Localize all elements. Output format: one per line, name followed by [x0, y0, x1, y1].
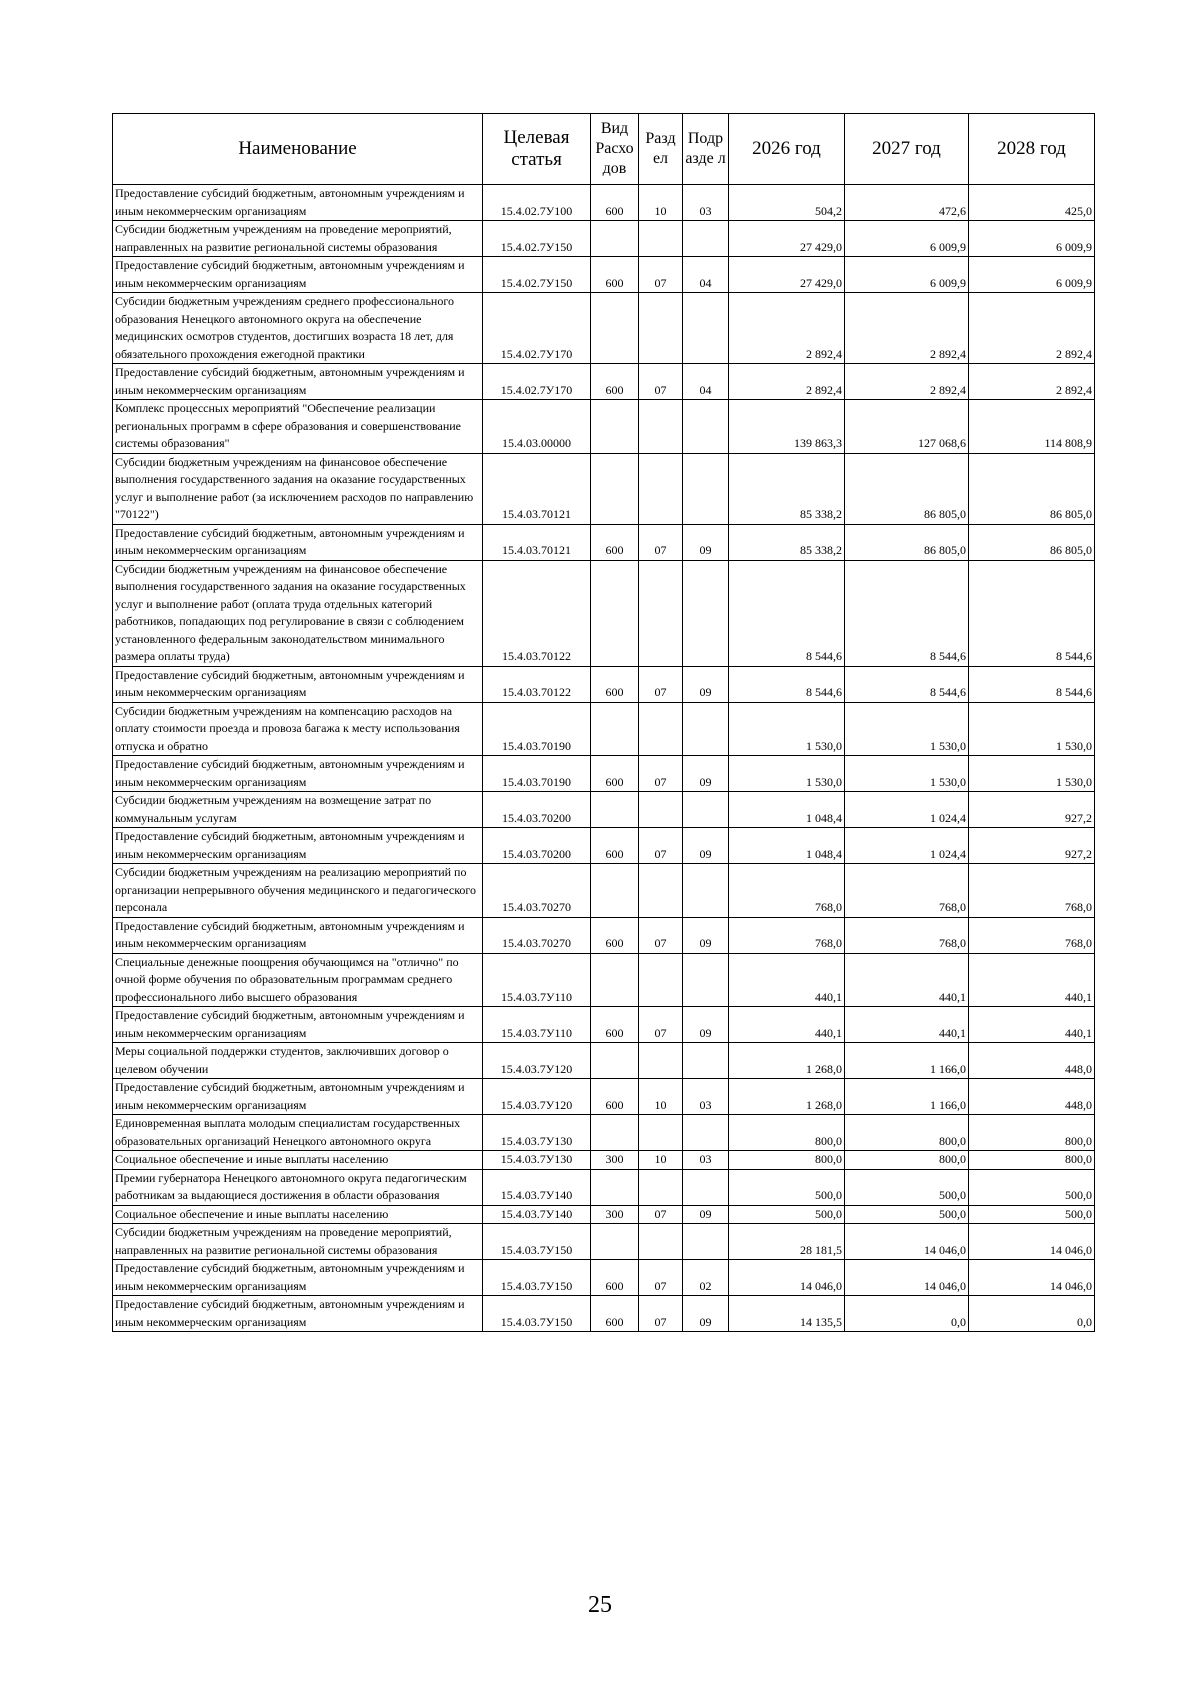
table-row: [113, 221, 1095, 257]
row-value-2026: 8 544,6: [729, 666, 845, 702]
row-value-2028: 114 808,9: [969, 400, 1095, 454]
row-subsection: 09: [683, 1205, 729, 1224]
row-section: 07: [639, 666, 683, 702]
row-value-2028: 500,0: [969, 1169, 1095, 1205]
row-value-2027: 1 024,4: [845, 792, 969, 828]
row-name: Предоставление субсидий бюджетным, автономным учреждениям и иным некоммерческим организациям: [113, 1260, 483, 1296]
row-expense-type: [591, 400, 639, 454]
row-subsection: 09: [683, 666, 729, 702]
row-value-2026: 504,2: [729, 185, 845, 221]
row-expense-type: 600: [591, 524, 639, 560]
row-expense-type: 600: [591, 1260, 639, 1296]
row-subsection: [683, 953, 729, 1007]
header-name: Наименование: [113, 114, 483, 185]
row-value-2027: 8 544,6: [845, 666, 969, 702]
row-name: Предоставление субсидий бюджетным, автономным учреждениям и иным некоммерческим организациям: [113, 917, 483, 953]
row-value-2027: 6 009,9: [845, 257, 969, 293]
row-expense-type: 600: [591, 666, 639, 702]
row-subsection: 09: [683, 1007, 729, 1043]
row-expense-type: 600: [591, 185, 639, 221]
row-target-code: 15.4.03.7У140: [483, 1205, 591, 1224]
row-name: Предоставление субсидий бюджетным, автономным учреждениям и иным некоммерческим организациям: [113, 828, 483, 864]
table-row: [113, 1169, 1095, 1205]
row-value-2026: 440,1: [729, 1007, 845, 1043]
row-name: Субсидии бюджетным учреждениям на реализацию мероприятий по организации непрерывного обучения медицинского и педагогического персонала: [113, 864, 483, 918]
row-name: Комплекс процессных мероприятий "Обеспечение реализации региональных программ в сфере образования и совершенствование системы образования": [113, 400, 483, 454]
row-value-2028: 0,0: [969, 1296, 1095, 1332]
table-row: [113, 917, 1095, 953]
row-value-2027: 2 892,4: [845, 293, 969, 364]
row-value-2026: 1 530,0: [729, 702, 845, 756]
row-target-code: 15.4.03.70190: [483, 702, 591, 756]
row-value-2026: 14 046,0: [729, 1260, 845, 1296]
row-expense-type: [591, 453, 639, 524]
row-value-2026: 800,0: [729, 1151, 845, 1170]
row-value-2026: 1 048,4: [729, 828, 845, 864]
row-name: Субсидии бюджетным учреждениям среднего профессионального образования Ненецкого автономного округа на обеспечение медицинских осмотров студентов, достигших возраста 18 лет, для обязательного прохождения ежегодной практики: [113, 293, 483, 364]
row-value-2027: 1 530,0: [845, 756, 969, 792]
row-value-2028: 440,1: [969, 1007, 1095, 1043]
row-section: 07: [639, 1296, 683, 1332]
row-value-2026: 2 892,4: [729, 364, 845, 400]
row-subsection: [683, 221, 729, 257]
row-section: 07: [639, 364, 683, 400]
row-name: Предоставление субсидий бюджетным, автономным учреждениям и иным некоммерческим организациям: [113, 1296, 483, 1332]
row-section: [639, 1115, 683, 1151]
row-value-2028: 6 009,9: [969, 221, 1095, 257]
row-subsection: 03: [683, 1079, 729, 1115]
row-value-2028: 6 009,9: [969, 257, 1095, 293]
row-value-2027: 0,0: [845, 1296, 969, 1332]
table-row: [113, 1296, 1095, 1332]
row-value-2027: 1 166,0: [845, 1043, 969, 1079]
row-value-2028: 14 046,0: [969, 1224, 1095, 1260]
row-section: 07: [639, 1260, 683, 1296]
row-section: 07: [639, 756, 683, 792]
row-value-2028: 448,0: [969, 1079, 1095, 1115]
row-section: 07: [639, 1007, 683, 1043]
row-target-code: 15.4.02.7У170: [483, 364, 591, 400]
row-subsection: 03: [683, 185, 729, 221]
row-name: Предоставление субсидий бюджетным, автономным учреждениям и иным некоммерческим организациям: [113, 185, 483, 221]
row-value-2026: 768,0: [729, 917, 845, 953]
row-expense-type: 600: [591, 1296, 639, 1332]
row-value-2026: 500,0: [729, 1205, 845, 1224]
row-subsection: 04: [683, 257, 729, 293]
row-value-2028: 768,0: [969, 917, 1095, 953]
row-value-2026: 27 429,0: [729, 257, 845, 293]
row-section: [639, 1224, 683, 1260]
row-section: [639, 293, 683, 364]
row-subsection: [683, 400, 729, 454]
budget-table: [112, 113, 1095, 1332]
row-expense-type: 600: [591, 828, 639, 864]
row-value-2028: 927,2: [969, 828, 1095, 864]
row-expense-type: [591, 560, 639, 666]
row-value-2026: 1 048,4: [729, 792, 845, 828]
row-subsection: 03: [683, 1151, 729, 1170]
table-row: [113, 1205, 1095, 1224]
row-name: Социальное обеспечение и иные выплаты населению: [113, 1151, 483, 1170]
row-expense-type: 600: [591, 917, 639, 953]
row-value-2027: 440,1: [845, 1007, 969, 1043]
header-row: [113, 114, 1095, 185]
row-subsection: 04: [683, 364, 729, 400]
row-name: Социальное обеспечение и иные выплаты населению: [113, 1205, 483, 1224]
row-value-2026: 768,0: [729, 864, 845, 918]
row-value-2026: 800,0: [729, 1115, 845, 1151]
row-name: Меры социальной поддержки студентов, заключивших договор о целевом обучении: [113, 1043, 483, 1079]
row-value-2027: 800,0: [845, 1151, 969, 1170]
row-expense-type: [591, 792, 639, 828]
row-target-code: 15.4.03.70270: [483, 917, 591, 953]
row-value-2028: 2 892,4: [969, 293, 1095, 364]
table-body: [113, 185, 1095, 1332]
header-subsection: Подр азде л: [683, 114, 729, 185]
row-name: Предоставление субсидий бюджетным, автономным учреждениям и иным некоммерческим организациям: [113, 666, 483, 702]
row-value-2026: 28 181,5: [729, 1224, 845, 1260]
row-subsection: 09: [683, 756, 729, 792]
row-target-code: 15.4.03.70200: [483, 828, 591, 864]
header-2026: 2026 год: [729, 114, 845, 185]
table-row: [113, 1151, 1095, 1170]
header-section: Разд ел: [639, 114, 683, 185]
row-name: Предоставление субсидий бюджетным, автономным учреждениям и иным некоммерческим организациям: [113, 364, 483, 400]
row-value-2026: 1 530,0: [729, 756, 845, 792]
row-section: 10: [639, 1079, 683, 1115]
row-target-code: 15.4.03.70270: [483, 864, 591, 918]
row-section: [639, 400, 683, 454]
row-value-2028: 86 805,0: [969, 524, 1095, 560]
row-value-2027: 14 046,0: [845, 1260, 969, 1296]
row-value-2028: 500,0: [969, 1205, 1095, 1224]
row-value-2026: 1 268,0: [729, 1079, 845, 1115]
row-section: 07: [639, 917, 683, 953]
row-expense-type: 600: [591, 756, 639, 792]
table-row: [113, 524, 1095, 560]
row-target-code: 15.4.03.70200: [483, 792, 591, 828]
row-expense-type: 600: [591, 257, 639, 293]
row-target-code: 15.4.03.7У120: [483, 1079, 591, 1115]
table-row: [113, 1260, 1095, 1296]
row-value-2027: 1 530,0: [845, 702, 969, 756]
row-name: Премии губернатора Ненецкого автономного округа педагогическим работникам за выдающиеся достижения в области образования: [113, 1169, 483, 1205]
row-value-2026: 2 892,4: [729, 293, 845, 364]
row-expense-type: [591, 953, 639, 1007]
row-section: [639, 792, 683, 828]
row-name: Субсидии бюджетным учреждениям на проведение мероприятий, направленных на развитие региональной системы образования: [113, 1224, 483, 1260]
row-value-2026: 1 268,0: [729, 1043, 845, 1079]
row-target-code: 15.4.03.70121: [483, 524, 591, 560]
row-value-2027: 14 046,0: [845, 1224, 969, 1260]
row-name: Субсидии бюджетным учреждениям на финансовое обеспечение выполнения государственного задания на оказание государственных услуг и выполнение работ (за исключением расходов по направлению "70122"): [113, 453, 483, 524]
row-subsection: [683, 453, 729, 524]
row-expense-type: 300: [591, 1205, 639, 1224]
row-target-code: 15.4.03.70122: [483, 666, 591, 702]
page-number: 25: [588, 1592, 612, 1618]
table-row: [113, 1224, 1095, 1260]
row-value-2027: 440,1: [845, 953, 969, 1007]
row-name: Субсидии бюджетным учреждениям на финансовое обеспечение выполнения государственного задания на оказание государственных услуг и выполнение работ (оплата труда отдельных категорий работников, попадающих под регулирование в связи с соблюдением установленного федеральным законодательством минимального размера оплаты труда): [113, 560, 483, 666]
row-value-2027: 768,0: [845, 917, 969, 953]
row-value-2027: 1 166,0: [845, 1079, 969, 1115]
header-target: Целевая статья: [483, 114, 591, 185]
row-name: Субсидии бюджетным учреждениям на компенсацию расходов на оплату стоимости проезда и провоза багажа к месту использования отпуска и обратно: [113, 702, 483, 756]
row-value-2028: 1 530,0: [969, 756, 1095, 792]
row-value-2026: 440,1: [729, 953, 845, 1007]
row-subsection: [683, 1224, 729, 1260]
table-row: [113, 666, 1095, 702]
row-subsection: [683, 293, 729, 364]
row-value-2028: 425,0: [969, 185, 1095, 221]
row-section: [639, 702, 683, 756]
row-expense-type: [591, 1169, 639, 1205]
row-target-code: 15.4.02.7У150: [483, 257, 591, 293]
table-row: [113, 864, 1095, 918]
row-value-2028: 2 892,4: [969, 364, 1095, 400]
table-row: [113, 400, 1095, 454]
row-value-2026: 139 863,3: [729, 400, 845, 454]
row-target-code: 15.4.03.7У130: [483, 1115, 591, 1151]
row-value-2026: 500,0: [729, 1169, 845, 1205]
table-row: [113, 1043, 1095, 1079]
table-row: [113, 1079, 1095, 1115]
row-value-2027: 86 805,0: [845, 524, 969, 560]
row-value-2028: 800,0: [969, 1115, 1095, 1151]
row-value-2028: 927,2: [969, 792, 1095, 828]
row-section: 07: [639, 524, 683, 560]
row-value-2028: 86 805,0: [969, 453, 1095, 524]
row-name: Единовременная выплата молодым специалистам государственных образовательных организаций Ненецкого автономного округа: [113, 1115, 483, 1151]
row-value-2027: 800,0: [845, 1115, 969, 1151]
row-value-2027: 500,0: [845, 1205, 969, 1224]
row-target-code: 15.4.02.7У100: [483, 185, 591, 221]
row-name: Субсидии бюджетным учреждениям на проведение мероприятий, направленных на развитие региональной системы образования: [113, 221, 483, 257]
header-expense-type: Вид Расхо дов: [591, 114, 639, 185]
row-expense-type: 600: [591, 1007, 639, 1043]
row-expense-type: 300: [591, 1151, 639, 1170]
row-expense-type: 600: [591, 1079, 639, 1115]
row-section: [639, 221, 683, 257]
row-section: [639, 1043, 683, 1079]
row-value-2027: 472,6: [845, 185, 969, 221]
row-section: [639, 953, 683, 1007]
row-subsection: 09: [683, 828, 729, 864]
header-2028: 2028 год: [969, 114, 1095, 185]
table-row: [113, 1115, 1095, 1151]
row-value-2027: 768,0: [845, 864, 969, 918]
row-value-2026: 14 135,5: [729, 1296, 845, 1332]
table-row: [113, 185, 1095, 221]
row-target-code: 15.4.03.7У130: [483, 1151, 591, 1170]
row-subsection: [683, 864, 729, 918]
row-section: [639, 560, 683, 666]
table-row: [113, 293, 1095, 364]
row-name: Предоставление субсидий бюджетным, автономным учреждениям и иным некоммерческим организациям: [113, 756, 483, 792]
row-name: Предоставление субсидий бюджетным, автономным учреждениям и иным некоммерческим организациям: [113, 257, 483, 293]
row-subsection: [683, 792, 729, 828]
table-row: [113, 364, 1095, 400]
row-section: 10: [639, 1151, 683, 1170]
row-section: 10: [639, 185, 683, 221]
row-value-2027: 8 544,6: [845, 560, 969, 666]
row-target-code: 15.4.03.7У140: [483, 1169, 591, 1205]
row-expense-type: [591, 221, 639, 257]
row-subsection: [683, 1115, 729, 1151]
row-subsection: 02: [683, 1260, 729, 1296]
table-row: [113, 1007, 1095, 1043]
row-subsection: [683, 1043, 729, 1079]
table-row: [113, 702, 1095, 756]
row-value-2028: 440,1: [969, 953, 1095, 1007]
row-value-2027: 127 068,6: [845, 400, 969, 454]
table-row: [113, 560, 1095, 666]
row-value-2027: 1 024,4: [845, 828, 969, 864]
row-expense-type: [591, 1115, 639, 1151]
row-subsection: 09: [683, 524, 729, 560]
row-section: [639, 1169, 683, 1205]
row-value-2028: 448,0: [969, 1043, 1095, 1079]
row-subsection: 09: [683, 917, 729, 953]
row-section: 07: [639, 828, 683, 864]
row-expense-type: [591, 864, 639, 918]
row-expense-type: [591, 293, 639, 364]
row-name: Субсидии бюджетным учреждениям на возмещение затрат по коммунальным услугам: [113, 792, 483, 828]
row-value-2027: 500,0: [845, 1169, 969, 1205]
row-section: [639, 864, 683, 918]
table-row: [113, 453, 1095, 524]
row-name: Предоставление субсидий бюджетным, автономным учреждениям и иным некоммерческим организациям: [113, 524, 483, 560]
row-target-code: 15.4.03.7У150: [483, 1224, 591, 1260]
row-target-code: 15.4.03.70190: [483, 756, 591, 792]
row-target-code: 15.4.03.7У110: [483, 1007, 591, 1043]
row-subsection: [683, 1169, 729, 1205]
table-row: [113, 792, 1095, 828]
row-value-2028: 768,0: [969, 864, 1095, 918]
row-expense-type: [591, 702, 639, 756]
row-name: Предоставление субсидий бюджетным, автономным учреждениям и иным некоммерческим организациям: [113, 1079, 483, 1115]
row-value-2028: 1 530,0: [969, 702, 1095, 756]
row-expense-type: 600: [591, 364, 639, 400]
row-target-code: 15.4.02.7У170: [483, 293, 591, 364]
row-target-code: 15.4.02.7У150: [483, 221, 591, 257]
row-value-2026: 85 338,2: [729, 453, 845, 524]
header-2027: 2027 год: [845, 114, 969, 185]
row-value-2028: 14 046,0: [969, 1260, 1095, 1296]
row-value-2027: 86 805,0: [845, 453, 969, 524]
row-target-code: 15.4.03.7У150: [483, 1296, 591, 1332]
row-value-2027: 6 009,9: [845, 221, 969, 257]
row-value-2027: 2 892,4: [845, 364, 969, 400]
row-value-2026: 8 544,6: [729, 560, 845, 666]
row-name: Предоставление субсидий бюджетным, автономным учреждениям и иным некоммерческим организациям: [113, 1007, 483, 1043]
row-target-code: 15.4.03.7У110: [483, 953, 591, 1007]
table-row: [113, 257, 1095, 293]
row-section: 07: [639, 1205, 683, 1224]
row-target-code: 15.4.03.70121: [483, 453, 591, 524]
row-target-code: 15.4.03.00000: [483, 400, 591, 454]
row-section: [639, 453, 683, 524]
table-row: [113, 756, 1095, 792]
row-subsection: 09: [683, 1296, 729, 1332]
table-row: [113, 828, 1095, 864]
row-name: Специальные денежные поощрения обучающимся на "отлично" по очной форме обучения по образовательным программам среднего профессионального либо высшего образования: [113, 953, 483, 1007]
row-section: 07: [639, 257, 683, 293]
row-expense-type: [591, 1224, 639, 1260]
row-target-code: 15.4.03.7У150: [483, 1260, 591, 1296]
row-subsection: [683, 702, 729, 756]
row-expense-type: [591, 1043, 639, 1079]
row-target-code: 15.4.03.70122: [483, 560, 591, 666]
table-row: [113, 953, 1095, 1007]
row-value-2028: 800,0: [969, 1151, 1095, 1170]
row-subsection: [683, 560, 729, 666]
row-target-code: 15.4.03.7У120: [483, 1043, 591, 1079]
row-value-2026: 27 429,0: [729, 221, 845, 257]
row-value-2028: 8 544,6: [969, 560, 1095, 666]
row-value-2028: 8 544,6: [969, 666, 1095, 702]
row-value-2026: 85 338,2: [729, 524, 845, 560]
